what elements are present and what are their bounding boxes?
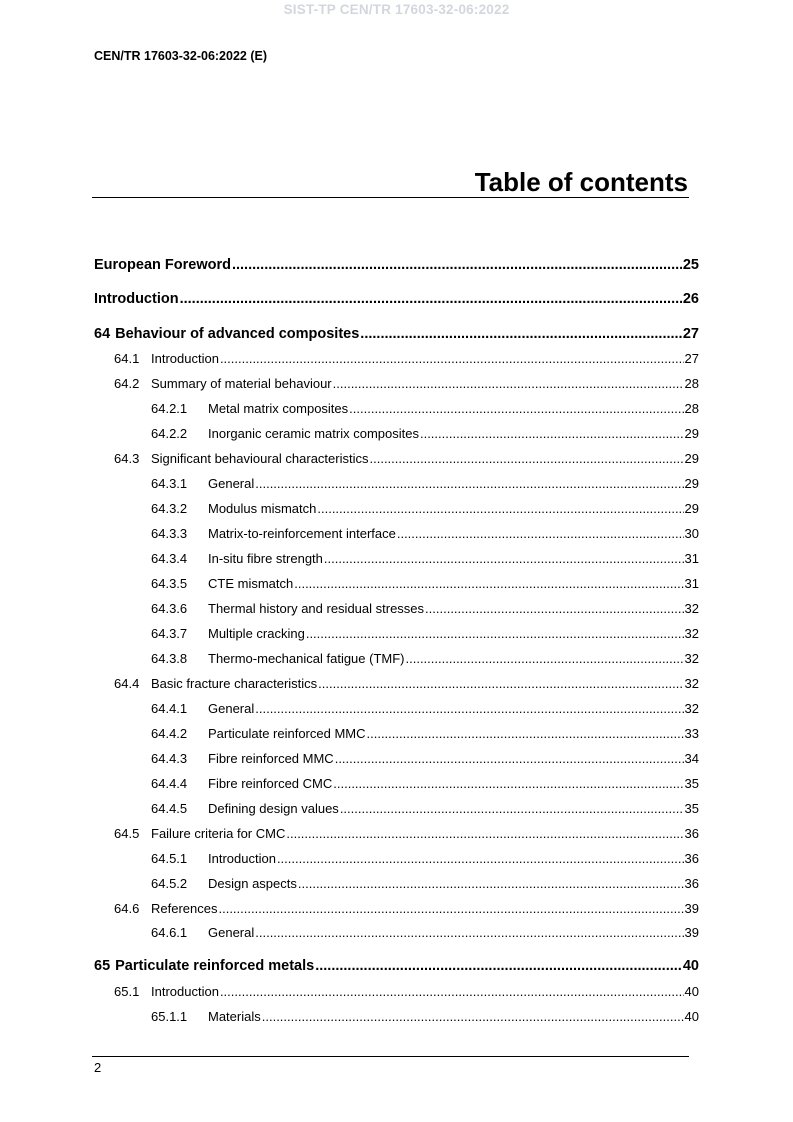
toc-entry-number: 64.4 [114,676,140,691]
toc-entry-number: 64.4.2 [151,726,188,741]
toc-entry-title: Basic fracture characteristics [151,676,318,691]
toc-entry[interactable] [151,1009,699,1024]
toc-entry-title: Defining design values [208,801,339,816]
toc-entry-page: 25 [682,257,699,273]
toc-entry-number: 64.5.1 [151,851,188,866]
toc-entry-number: 64.6.1 [151,925,188,940]
toc-entry-page: 27 [682,326,699,342]
toc-entry-title: Behaviour of advanced composites [115,326,360,342]
toc-entry-number: 64.3.5 [151,576,188,591]
toc-entry-number: 65.1.1 [151,1009,188,1024]
toc-entry-title: Particulate reinforced metals [115,958,315,974]
document-id: CEN/TR 17603-32-06:2022 (E) [94,49,267,63]
toc-entry-page: 32 [684,701,699,716]
toc-entry-title: Significant behavioural characteristics [151,451,369,466]
toc-entry-page: 29 [684,426,699,441]
toc-entry-title: Summary of material behaviour [151,376,332,391]
toc-entry-title: General [208,701,255,716]
toc-entry-number: 64.3.7 [151,626,188,641]
toc-entry-title: In-situ fibre strength [208,551,323,566]
toc-entry[interactable] [151,626,699,641]
dot-leader [367,726,684,741]
toc-entry-title: Introduction [94,291,179,307]
dot-leader [406,651,684,666]
toc-entry-page: 31 [684,551,699,566]
dot-leader [294,576,683,591]
toc-entry[interactable] [94,257,699,273]
toc-entry-page: 36 [684,826,699,841]
toc-entry[interactable] [151,576,699,591]
dot-leader [220,351,684,366]
dot-leader [324,551,684,566]
toc-entry-number: 64.3.2 [151,501,188,516]
toc-entry-title: Failure criteria for CMC [151,826,286,841]
toc-entry-page: 40 [682,958,699,974]
toc-entry-title: Metal matrix composites [208,401,349,416]
toc-entry-title: Introduction [151,351,219,366]
dot-leader [420,426,684,441]
toc-entry-number: 64.4.5 [151,801,188,816]
dot-leader [349,401,683,416]
toc-entry-number: 64.3 [114,451,140,466]
toc-entry-number: 64.2.1 [151,401,188,416]
toc-entry-number: 65.1 [114,984,140,999]
toc-entry-page: 29 [684,451,699,466]
toc-entry-number: 64.3.1 [151,476,188,491]
toc-entry-number: 64.3.3 [151,526,188,541]
toc-entry-title: Introduction [208,851,276,866]
page-number: 2 [94,1060,102,1075]
toc-entry[interactable] [151,651,699,666]
toc-entry-page: 28 [684,376,699,391]
dot-leader [340,801,684,816]
dot-leader [232,257,682,273]
toc-entry-title: Design aspects [208,876,297,891]
toc-entry[interactable] [114,351,699,366]
dot-leader [333,776,683,791]
toc-entry-title: Thermal history and residual stresses [208,601,425,616]
toc-entry[interactable] [114,676,699,691]
toc-entry-page: 28 [684,401,699,416]
dot-leader [218,901,683,916]
footer-divider [92,1056,689,1057]
toc-entry[interactable] [94,958,699,974]
toc-entry-page: 32 [684,676,699,691]
toc-entry-title: Multiple cracking [208,626,305,641]
toc-entry-page: 26 [682,291,699,307]
dot-leader [298,876,684,891]
toc-entry-number: 64.4.3 [151,751,188,766]
dot-leader [370,451,684,466]
toc-entry[interactable] [151,801,699,816]
toc-entry[interactable] [151,601,699,616]
toc-entry-title: Inorganic ceramic matrix composites [208,426,419,441]
toc-entry-number: 64.4.1 [151,701,188,716]
toc-entry[interactable] [151,851,699,866]
toc-entry[interactable] [114,901,699,916]
toc-entry-number: 64.3.8 [151,651,188,666]
toc-entry[interactable] [114,984,699,999]
toc-entry[interactable] [114,451,699,466]
toc-entry-number: 64.4.4 [151,776,188,791]
toc-entry-page: 27 [684,351,699,366]
toc-entry-title: Introduction [151,984,219,999]
toc-entry-page: 34 [684,751,699,766]
toc-entry[interactable] [151,501,699,516]
toc-entry[interactable] [151,776,699,791]
toc-entry-title: CTE mismatch [208,576,294,591]
toc-entry-title: European Foreword [94,257,231,273]
page-title: Table of contents [474,167,688,197]
toc-entry-number: 64.2.2 [151,426,188,441]
toc-entry-title: General [208,925,255,940]
toc-entry-title: Particulate reinforced MMC [208,726,366,741]
toc-entry-page: 40 [684,1009,699,1024]
toc-entry-page: 39 [684,925,699,940]
toc-entry-number: 64.3.6 [151,601,188,616]
toc-entry[interactable] [94,291,699,307]
toc-entry-page: 31 [684,576,699,591]
toc-entry[interactable] [151,476,699,491]
toc-entry-page: 36 [684,851,699,866]
toc-entry-page: 32 [684,651,699,666]
toc-entry-title: Fibre reinforced CMC [208,776,333,791]
toc-entry[interactable] [151,526,699,541]
toc-entry-page: 36 [684,876,699,891]
toc-entry-page: 30 [684,526,699,541]
dot-leader [335,751,684,766]
toc-entry-title: General [208,476,255,491]
toc-entry-title: Materials [208,1009,261,1024]
dot-leader [255,476,683,491]
dot-leader [333,376,684,391]
dot-leader [277,851,684,866]
toc-entry[interactable] [151,925,699,940]
dot-leader [255,701,683,716]
dot-leader [262,1009,684,1024]
toc-entry-title: Thermo-mechanical fatigue (TMF) [208,651,405,666]
toc-entry-number: 64.6 [114,901,140,916]
dot-leader [397,526,684,541]
dot-leader [220,984,684,999]
dot-leader [318,676,683,691]
toc-entry-number: 64.1 [114,351,140,366]
toc-entry-title: Fibre reinforced MMC [208,751,334,766]
toc-entry[interactable] [151,726,699,741]
toc-entry-page: 32 [684,601,699,616]
toc-entry-number: 64 [94,326,111,342]
toc-entry-page: 29 [684,476,699,491]
toc-entry-number: 64.2 [114,376,140,391]
toc-entry-number: 64.5.2 [151,876,188,891]
dot-leader [180,291,682,307]
toc-entry-page: 29 [684,501,699,516]
toc-entry-page: 40 [684,984,699,999]
toc-entry[interactable] [114,826,699,841]
dot-leader [360,326,682,342]
toc-entry-page: 39 [684,901,699,916]
dot-leader [315,958,682,974]
toc-entry-title: Matrix-to-reinforcement interface [208,526,396,541]
dot-leader [317,501,683,516]
toc-entry[interactable] [151,701,699,716]
toc-entry[interactable] [151,751,699,766]
dot-leader [306,626,684,641]
dot-leader [425,601,684,616]
dot-leader [286,826,683,841]
toc-entry-title: References [151,901,218,916]
toc-entry[interactable] [114,376,699,391]
toc-entry-title: Modulus mismatch [208,501,317,516]
toc-entry-page: 32 [684,626,699,641]
watermark: SIST-TP CEN/TR 17603-32-06:2022 [283,2,510,17]
toc-entry[interactable] [151,426,699,441]
toc-entry-page: 33 [684,726,699,741]
toc-entry-number: 65 [94,958,111,974]
toc-entry[interactable] [151,551,699,566]
toc-entry[interactable] [151,401,699,416]
toc-entry[interactable] [94,326,699,342]
toc-entry-page: 35 [684,801,699,816]
toc-entry-page: 35 [684,776,699,791]
toc-entry[interactable] [151,876,699,891]
toc-entry-number: 64.5 [114,826,140,841]
dot-leader [255,925,683,940]
toc-entry-number: 64.3.4 [151,551,188,566]
